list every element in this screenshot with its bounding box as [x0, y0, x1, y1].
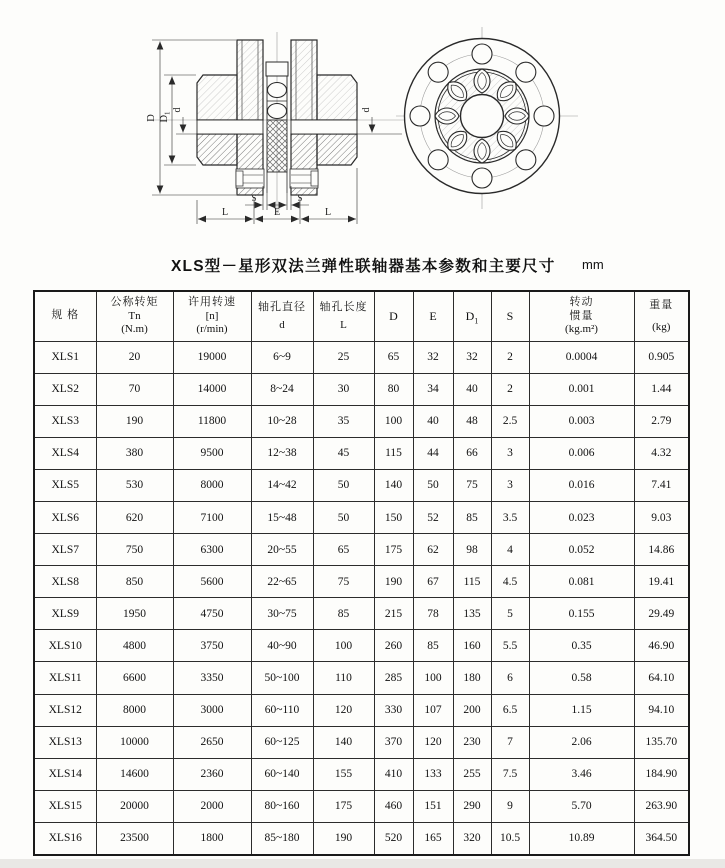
value-cell: 155	[313, 758, 374, 790]
value-cell: 5	[491, 598, 529, 630]
value-cell: 9	[491, 790, 529, 822]
spec-model-cell: XLS5	[34, 469, 96, 501]
value-cell: 190	[96, 405, 173, 437]
value-cell: 94.10	[634, 694, 689, 726]
bolt-detail-left	[236, 169, 264, 188]
value-cell: 260	[374, 630, 413, 662]
front-view	[396, 27, 578, 209]
header-D: D	[374, 291, 413, 341]
value-cell: 0.001	[529, 373, 634, 405]
value-cell: 10.89	[529, 822, 634, 854]
value-cell: 50	[413, 469, 453, 501]
spec-model-cell: XLS3	[34, 405, 96, 437]
value-cell: 46.90	[634, 630, 689, 662]
table-row	[34, 373, 689, 405]
value-cell: 7	[491, 726, 529, 758]
elastic-element-section	[267, 120, 287, 172]
page-title: XLS型－星形双法兰弹性联轴器基本参数和主要尺寸	[171, 258, 556, 275]
value-cell: 0.052	[529, 534, 634, 566]
table-row	[34, 341, 689, 373]
value-cell: 75	[313, 566, 374, 598]
value-cell: 4750	[173, 598, 251, 630]
value-cell: 4800	[96, 630, 173, 662]
spec-table-body	[34, 341, 689, 855]
value-cell: 48	[453, 405, 491, 437]
dim-label-d-left: d	[172, 107, 183, 113]
spec-model-cell: XLS13	[34, 726, 96, 758]
elastic-petal-section	[268, 104, 287, 119]
value-cell: 7100	[173, 501, 251, 533]
table-row	[34, 662, 689, 694]
table-row	[34, 694, 689, 726]
value-cell: 6600	[96, 662, 173, 694]
value-cell: 1950	[96, 598, 173, 630]
value-cell: 30~75	[251, 598, 313, 630]
value-cell: 150	[374, 501, 413, 533]
dim-label-L-right: L	[324, 207, 332, 218]
value-cell: 2	[491, 373, 529, 405]
value-cell: 120	[413, 726, 453, 758]
spec-model-cell: XLS11	[34, 662, 96, 694]
value-cell: 14600	[96, 758, 173, 790]
value-cell: 190	[313, 822, 374, 854]
value-cell: 85	[313, 598, 374, 630]
value-cell: 19000	[173, 341, 251, 373]
value-cell: 98	[453, 534, 491, 566]
value-cell: 23500	[96, 822, 173, 854]
right-hub-lower	[317, 134, 357, 165]
value-cell: 0.006	[529, 437, 634, 469]
table-row	[34, 822, 689, 854]
value-cell: 255	[453, 758, 491, 790]
value-cell: 22~65	[251, 566, 313, 598]
left-flange-upper	[237, 40, 263, 120]
value-cell: 2360	[173, 758, 251, 790]
value-cell: 750	[96, 534, 173, 566]
value-cell: 0.155	[529, 598, 634, 630]
elastic-petal-section	[268, 83, 287, 98]
value-cell: 115	[453, 566, 491, 598]
value-cell: 110	[313, 662, 374, 694]
table-row	[34, 630, 689, 662]
value-cell: 2	[491, 341, 529, 373]
value-cell: 30	[313, 373, 374, 405]
value-cell: 135	[453, 598, 491, 630]
dimension-d-right	[357, 117, 402, 134]
header-inertia: 转动 惯量 (kg.m²)	[529, 291, 634, 341]
value-cell: 520	[374, 822, 413, 854]
value-cell: 78	[413, 598, 453, 630]
value-cell: 4	[491, 534, 529, 566]
value-cell: 160	[453, 630, 491, 662]
spec-model-cell: XLS9	[34, 598, 96, 630]
value-cell: 100	[313, 630, 374, 662]
value-cell: 6300	[173, 534, 251, 566]
value-cell: 330	[374, 694, 413, 726]
unit-label: mm	[582, 257, 604, 272]
value-cell: 10.5	[491, 822, 529, 854]
value-cell: 9.03	[634, 501, 689, 533]
value-cell: 175	[313, 790, 374, 822]
value-cell: 14.86	[634, 534, 689, 566]
value-cell: 380	[96, 437, 173, 469]
value-cell: 67	[413, 566, 453, 598]
value-cell: 14~42	[251, 469, 313, 501]
value-cell: 290	[453, 790, 491, 822]
value-cell: 32	[413, 341, 453, 373]
value-cell: 19.41	[634, 566, 689, 598]
value-cell: 0.905	[634, 341, 689, 373]
table-row	[34, 405, 689, 437]
table-row	[34, 534, 689, 566]
value-cell: 6.5	[491, 694, 529, 726]
table-row	[34, 566, 689, 598]
dim-label-S-left: S	[251, 193, 257, 203]
table-row	[34, 437, 689, 469]
value-cell: 165	[413, 822, 453, 854]
dim-label-d-right: d	[361, 107, 372, 113]
value-cell: 3.46	[529, 758, 634, 790]
value-cell: 2.06	[529, 726, 634, 758]
dim-label-D1: $D_1$	[159, 111, 172, 123]
value-cell: 0.0004	[529, 341, 634, 373]
value-cell: 6	[491, 662, 529, 694]
value-cell: 1800	[173, 822, 251, 854]
value-cell: 44	[413, 437, 453, 469]
header-S: S	[491, 291, 529, 341]
value-cell: 20000	[96, 790, 173, 822]
value-cell: 410	[374, 758, 413, 790]
dimension-d-left	[176, 117, 198, 134]
spec-model-cell: XLS6	[34, 501, 96, 533]
value-cell: 1.15	[529, 694, 634, 726]
value-cell: 115	[374, 437, 413, 469]
value-cell: 4.32	[634, 437, 689, 469]
table-row	[34, 469, 689, 501]
value-cell: 8000	[173, 469, 251, 501]
value-cell: 2.5	[491, 405, 529, 437]
spec-model-cell: XLS8	[34, 566, 96, 598]
value-cell: 66	[453, 437, 491, 469]
value-cell: 60~110	[251, 694, 313, 726]
value-cell: 70	[96, 373, 173, 405]
value-cell: 20~55	[251, 534, 313, 566]
table-row	[34, 726, 689, 758]
value-cell: 75	[453, 469, 491, 501]
value-cell: 0.35	[529, 630, 634, 662]
value-cell: 32	[453, 341, 491, 373]
table-row	[34, 501, 689, 533]
value-cell: 29.49	[634, 598, 689, 630]
right-hub-upper	[317, 75, 357, 120]
value-cell: 190	[374, 566, 413, 598]
right-flange-upper	[291, 40, 317, 120]
value-cell: 3	[491, 437, 529, 469]
value-cell: 45	[313, 437, 374, 469]
bore-left	[197, 120, 263, 134]
bolt-detail-right	[290, 169, 318, 188]
value-cell: 364.50	[634, 822, 689, 854]
spec-model-cell: XLS4	[34, 437, 96, 469]
value-cell: 2000	[173, 790, 251, 822]
spec-model-cell: XLS12	[34, 694, 96, 726]
value-cell: 85~180	[251, 822, 313, 854]
value-cell: 50	[313, 469, 374, 501]
header-spec: 规 格	[34, 291, 96, 341]
value-cell: 620	[96, 501, 173, 533]
spec-model-cell: XLS2	[34, 373, 96, 405]
value-cell: 107	[413, 694, 453, 726]
value-cell: 175	[374, 534, 413, 566]
coupling-technical-drawing	[0, 0, 725, 248]
left-hub-upper	[197, 75, 237, 120]
value-cell: 35	[313, 405, 374, 437]
value-cell: 80~160	[251, 790, 313, 822]
dim-label-E: E	[273, 207, 281, 218]
value-cell: 52	[413, 501, 453, 533]
value-cell: 215	[374, 598, 413, 630]
value-cell: 140	[374, 469, 413, 501]
value-cell: 850	[96, 566, 173, 598]
value-cell: 5600	[173, 566, 251, 598]
table-header	[34, 291, 689, 341]
spec-model-cell: XLS15	[34, 790, 96, 822]
bore-right	[291, 120, 357, 134]
value-cell: 4.5	[491, 566, 529, 598]
value-cell: 9500	[173, 437, 251, 469]
value-cell: 85	[413, 630, 453, 662]
value-cell: 0.016	[529, 469, 634, 501]
value-cell: 65	[313, 534, 374, 566]
value-cell: 184.90	[634, 758, 689, 790]
value-cell: 0.003	[529, 405, 634, 437]
value-cell: 0.023	[529, 501, 634, 533]
value-cell: 40~90	[251, 630, 313, 662]
header-speed: 许用转速 [n] (r/min)	[173, 291, 251, 341]
value-cell: 60~125	[251, 726, 313, 758]
spec-table	[33, 290, 690, 856]
value-cell: 140	[313, 726, 374, 758]
value-cell: 60~140	[251, 758, 313, 790]
value-cell: 8000	[96, 694, 173, 726]
value-cell: 120	[313, 694, 374, 726]
value-cell: 3000	[173, 694, 251, 726]
value-cell: 180	[453, 662, 491, 694]
header-bore-length: 轴孔长度 L	[313, 291, 374, 341]
value-cell: 7.41	[634, 469, 689, 501]
value-cell: 50	[313, 501, 374, 533]
value-cell: 62	[413, 534, 453, 566]
value-cell: 65	[374, 341, 413, 373]
value-cell: 100	[413, 662, 453, 694]
value-cell: 151	[413, 790, 453, 822]
left-hub-lower	[197, 134, 237, 165]
bottom-strip	[0, 859, 725, 868]
header-torque: 公称转矩 Tn (N.m)	[96, 291, 173, 341]
value-cell: 85	[453, 501, 491, 533]
spec-model-cell: XLS16	[34, 822, 96, 854]
value-cell: 2650	[173, 726, 251, 758]
value-cell: 230	[453, 726, 491, 758]
spec-model-cell: XLS1	[34, 341, 96, 373]
value-cell: 10~28	[251, 405, 313, 437]
value-cell: 64.10	[634, 662, 689, 694]
value-cell: 14000	[173, 373, 251, 405]
value-cell: 135.70	[634, 726, 689, 758]
value-cell: 5.5	[491, 630, 529, 662]
value-cell: 3.5	[491, 501, 529, 533]
value-cell: 15~48	[251, 501, 313, 533]
center-bore-circle	[461, 95, 504, 138]
header-E: E	[413, 291, 453, 341]
value-cell: 12~38	[251, 437, 313, 469]
value-cell: 7.5	[491, 758, 529, 790]
value-cell: 50~100	[251, 662, 313, 694]
value-cell: 40	[453, 373, 491, 405]
value-cell: 10000	[96, 726, 173, 758]
dim-label-D: D	[146, 114, 157, 122]
value-cell: 8~24	[251, 373, 313, 405]
side-section-view	[146, 32, 425, 224]
value-cell: 200	[453, 694, 491, 726]
value-cell: 25	[313, 341, 374, 373]
value-cell: 11800	[173, 405, 251, 437]
value-cell: 3	[491, 469, 529, 501]
table-row	[34, 790, 689, 822]
dim-label-S-right: S	[297, 193, 303, 203]
value-cell: 3750	[173, 630, 251, 662]
value-cell: 0.081	[529, 566, 634, 598]
spacer-section	[266, 62, 288, 76]
table-row	[34, 758, 689, 790]
value-cell: 133	[413, 758, 453, 790]
value-cell: 3350	[173, 662, 251, 694]
dim-label-L-left: L	[221, 207, 229, 218]
value-cell: 460	[374, 790, 413, 822]
value-cell: 80	[374, 373, 413, 405]
header-weight: 重量 (kg)	[634, 291, 689, 341]
spec-model-cell: XLS10	[34, 630, 96, 662]
header-bore-diameter: 轴孔直径 d	[251, 291, 313, 341]
value-cell: 1.44	[634, 373, 689, 405]
value-cell: 263.90	[634, 790, 689, 822]
value-cell: 5.70	[529, 790, 634, 822]
value-cell: 40	[413, 405, 453, 437]
value-cell: 20	[96, 341, 173, 373]
spec-model-cell: XLS7	[34, 534, 96, 566]
value-cell: 370	[374, 726, 413, 758]
value-cell: 6~9	[251, 341, 313, 373]
header-D1: $D_1$	[453, 291, 491, 341]
value-cell: 320	[453, 822, 491, 854]
value-cell: 2.79	[634, 405, 689, 437]
value-cell: 530	[96, 469, 173, 501]
value-cell: 34	[413, 373, 453, 405]
table-row	[34, 598, 689, 630]
spec-model-cell: XLS14	[34, 758, 96, 790]
value-cell: 100	[374, 405, 413, 437]
value-cell: 0.58	[529, 662, 634, 694]
value-cell: 285	[374, 662, 413, 694]
